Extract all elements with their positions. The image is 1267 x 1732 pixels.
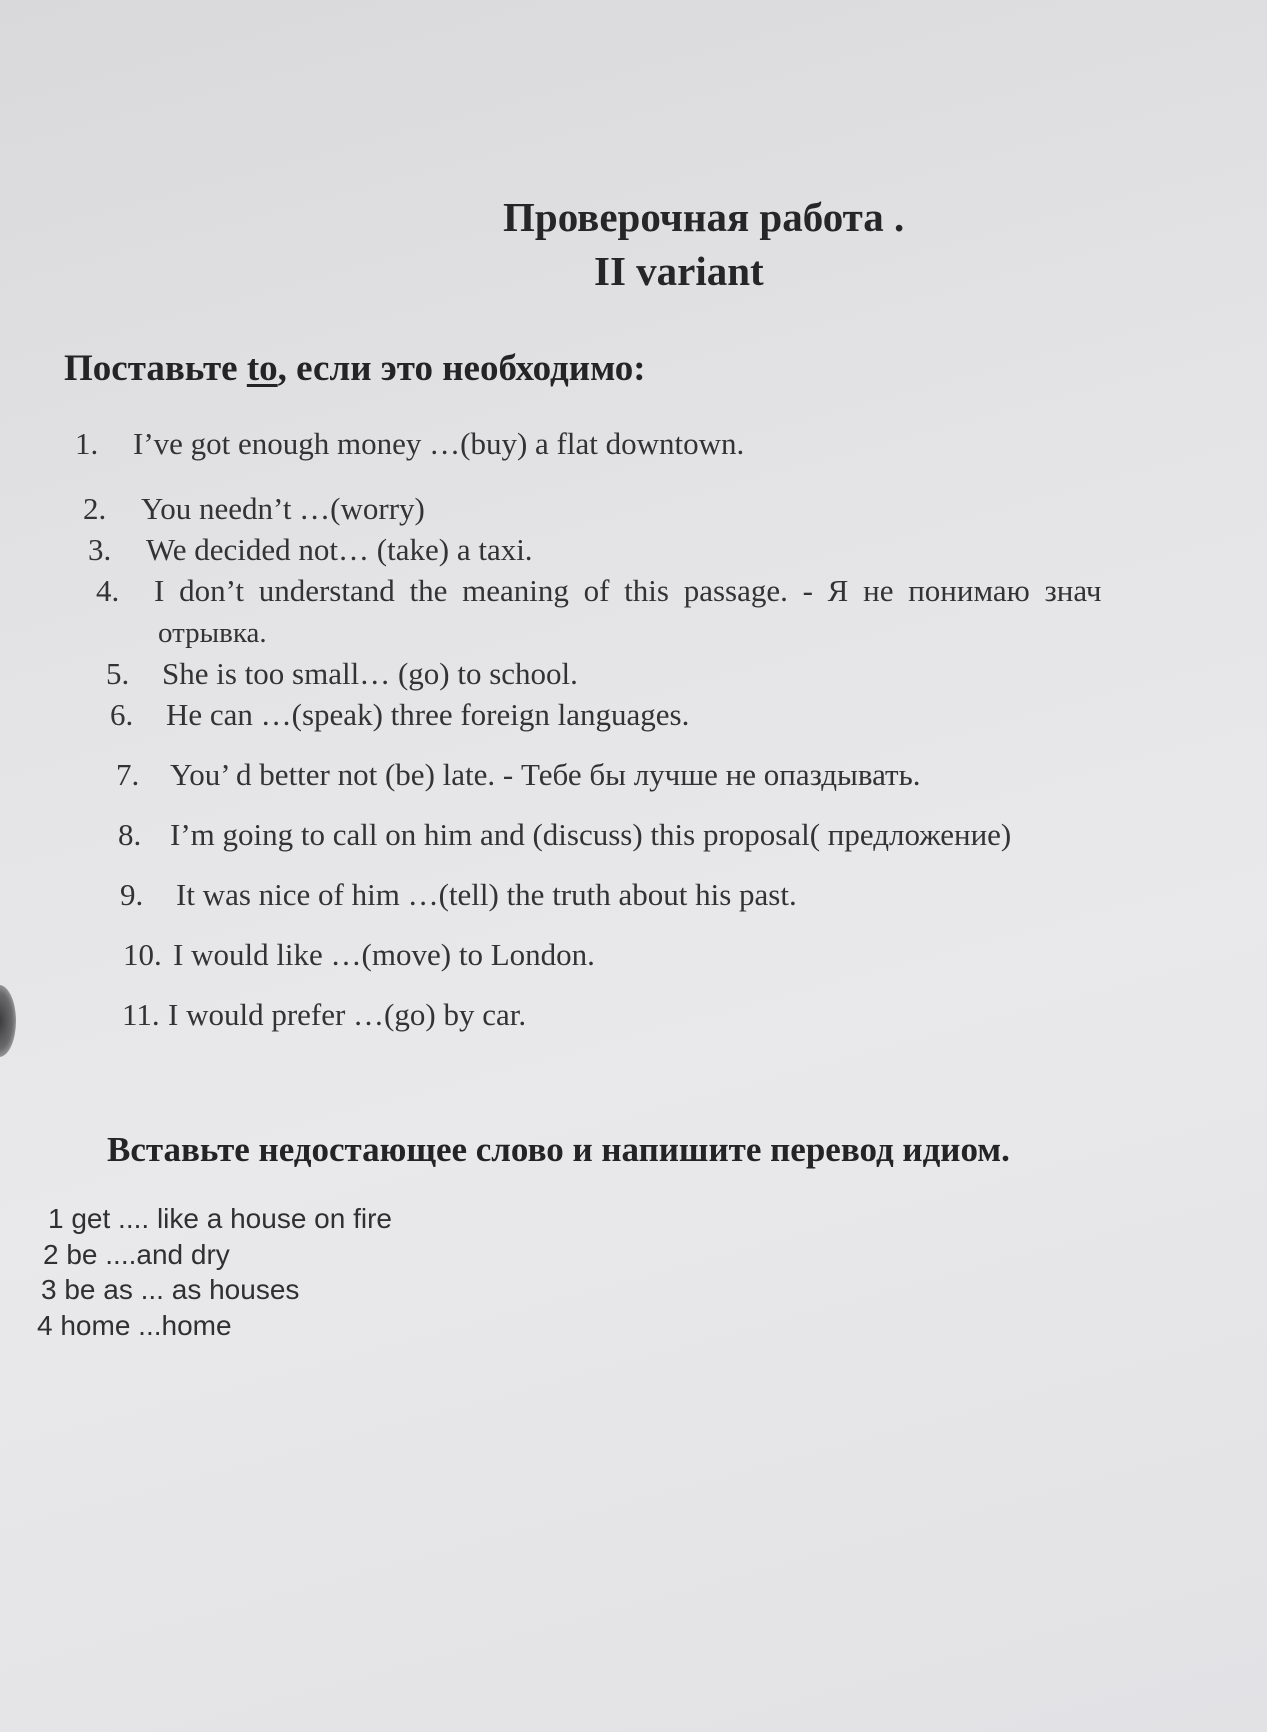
item-number: 6. <box>110 697 134 732</box>
exercise-item-2 <box>83 491 425 527</box>
exercise-item-9 <box>120 877 797 913</box>
instruction-before: Поставьте <box>64 348 247 389</box>
item-text: She is too small… (go) to school. <box>162 656 578 691</box>
page-title: Проверочная работа . <box>503 194 905 240</box>
section1-instruction <box>64 347 646 390</box>
idiom-item-1: 1 get .... like a house on fire <box>48 1203 392 1234</box>
exercise-item-8 <box>118 817 1011 853</box>
item-text: He can …(speak) three foreign languages. <box>166 697 690 732</box>
item-number: 8. <box>118 817 142 852</box>
item-number: 1. <box>75 426 99 461</box>
idiom-item-4: 4 home ...home <box>37 1310 232 1341</box>
item-text: I would prefer …(go) by car. <box>168 997 527 1032</box>
section2-instruction: Вставьте недостающее слово и напишите перевод идиом. <box>107 1130 1010 1169</box>
edge-shadow <box>0 985 16 1057</box>
item-text: You needn’t …(worry) <box>141 491 425 526</box>
exercise-item-4 <box>96 573 1267 609</box>
item-text: It was nice of him …(tell) the truth about his past. <box>176 877 797 912</box>
item-text: I’ve got enough money …(buy) a flat downtown. <box>133 426 745 461</box>
item-number: 11. <box>122 997 160 1032</box>
instruction-after: , если это необходимо: <box>277 348 646 389</box>
item-number: 10. <box>123 937 162 972</box>
exercise-item-7 <box>116 757 921 793</box>
exercise-item-11 <box>122 997 526 1033</box>
exercise-item-3 <box>88 532 533 568</box>
idiom-item-3: 3 be as ... as houses <box>41 1274 300 1305</box>
idiom-item-2: 2 be ....and dry <box>43 1239 230 1270</box>
exercise-item-6 <box>110 697 689 733</box>
item-number: 2. <box>83 491 107 526</box>
item-text: We decided not… (take) a taxi. <box>146 532 533 567</box>
item-text: I don’t understand the meaning of this passage. - Я не понимаю знач <box>154 573 1102 608</box>
item-number: 7. <box>116 757 140 792</box>
exercise-item-4-continuation: отрывка. <box>158 617 267 649</box>
page-subtitle: II variant <box>594 248 764 294</box>
item-number: 5. <box>106 656 130 691</box>
exercise-item-5 <box>106 656 578 692</box>
exercise-item-1 <box>75 426 744 462</box>
item-text: I’m going to call on him and (discuss) this proposal( предложение) <box>170 817 1012 852</box>
instruction-to-word: to <box>246 348 278 389</box>
item-text: I would like …(move) to London. <box>173 937 595 972</box>
exercise-item-10 <box>123 937 595 973</box>
item-number: 9. <box>120 877 144 912</box>
item-number: 4. <box>96 573 120 608</box>
item-text: You’ d better not (be) late. - Тебе бы лучше не опаздывать. <box>170 757 921 792</box>
item-number: 3. <box>88 532 112 567</box>
